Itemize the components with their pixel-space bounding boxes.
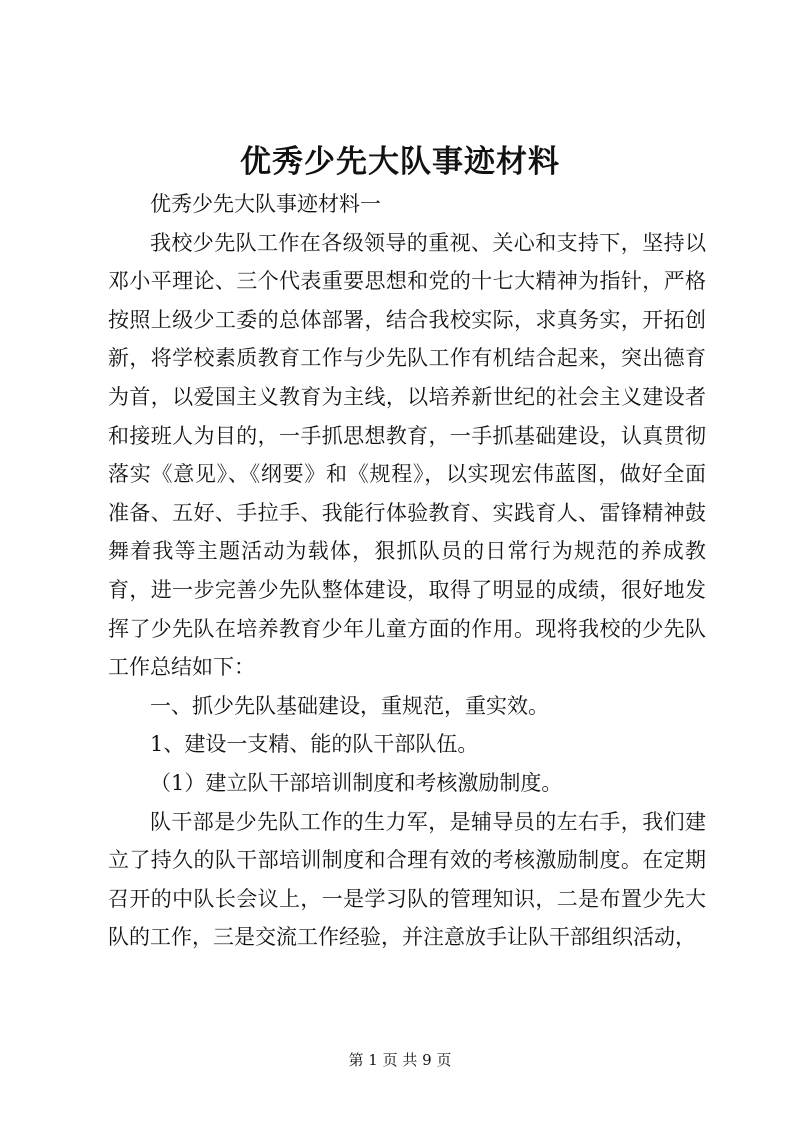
subtitle-paragraph: 优秀少先大队事迹材料一 (150, 192, 381, 216)
document-title: 优秀少先大队事迹材料 (240, 144, 560, 180)
page-number-footer: 第 1 页 共 9 页 (348, 1051, 452, 1069)
subsection-heading: 1、建设一支精、能的队干部队伍。 (150, 732, 479, 757)
body-paragraph: 队干部是少先队工作的生力军，是辅导员的左右手，我们建立了持久的队干部培训制度和合理有效的考核激励制度。在定期召开的中队长会议上，一是学习队的管理知识，二是布置少先大队的工作，三是交流工作经验，并注意放手让队干部组织活动， (108, 809, 706, 950)
section-heading: 一、抓少先队基础建设，重规范，重实效。 (150, 693, 549, 718)
document-body (108, 185, 706, 957)
item-heading: （1）建立队干部培训制度和考核激励制度。 (150, 770, 563, 795)
body-paragraph: 我校少先队工作在各级领导的重视、关心和支持下，坚持以邓小平理论、三个代表重要思想和党的十七大精神为指针，严格按照上级少工委的总体部署，结合我校实际，求真务实，开拓创新，将学校素质教育工作与少先队工作有机结合起来，突出德育为首，以爱国主义教育为主线，以培养新世纪的社会主义建设者和接班人为目的，一手抓思想教育，一手抓基础建设，认真贯彻落实《意见》、《纲要》和《规程》，以实现宏伟蓝图，做好全面准备、五好、手拉手、我能行体验教育、实践育人、雷锋精神鼓舞着我等主题活动为载体，狠抓队员的日常行为规范的养成教育，进一步完善少先队整体建设，取得了明显的成绩，很好地发挥了少先队在培养教育少年儿童方面的作用。现将我校的少先队工作总结如下： (108, 230, 706, 680)
